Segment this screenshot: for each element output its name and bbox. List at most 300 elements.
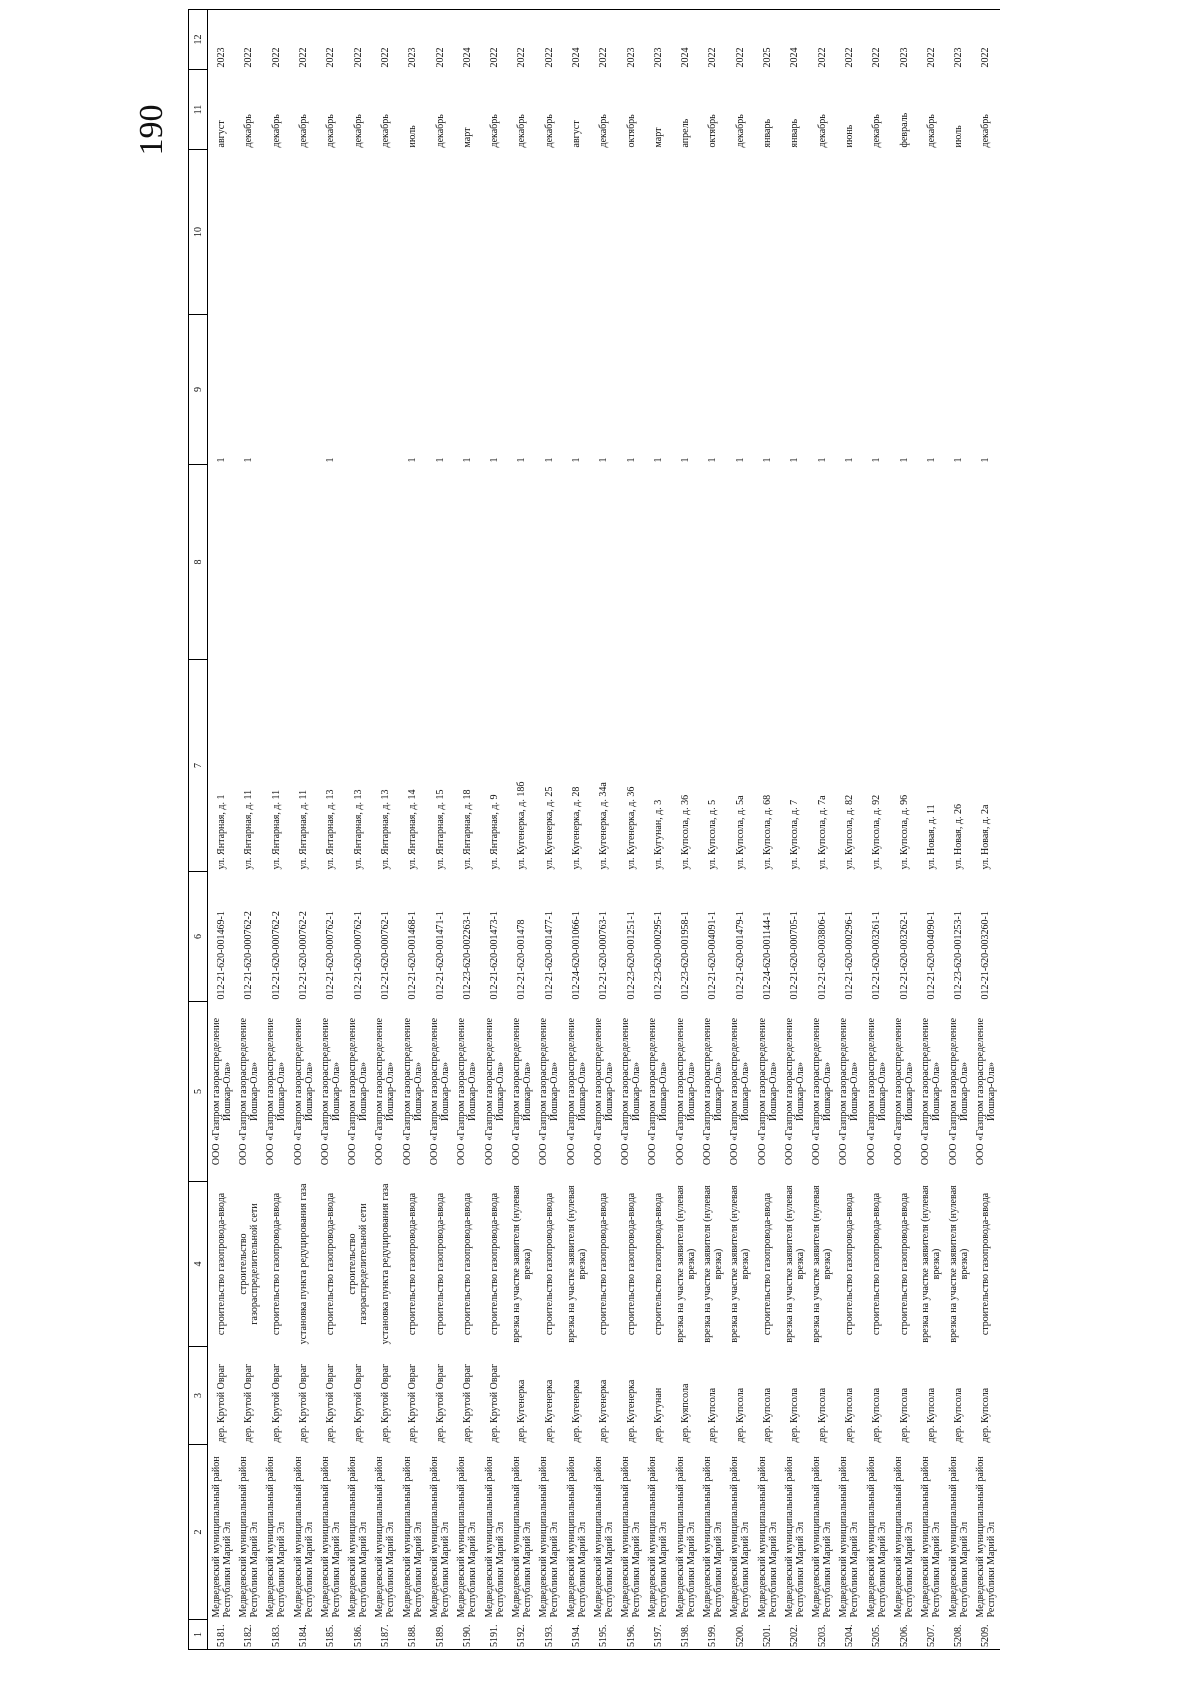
col8-cell — [972, 465, 999, 660]
col10-cell — [263, 150, 290, 315]
col10-cell — [863, 150, 890, 315]
address-cell: ул. Янтарная, д. 15 — [434, 789, 446, 870]
col10-cell — [317, 150, 344, 315]
address-cell: ул. Янтарная, д. 11 — [298, 789, 310, 870]
row-number: 5184. — [290, 1620, 317, 1650]
col9-count-cell — [372, 315, 399, 465]
col-header-5: 5 — [189, 1002, 208, 1182]
table-row — [426, 10, 453, 1650]
month-cell: декабрь — [298, 114, 310, 148]
row-number: 5183. — [263, 1620, 290, 1650]
application-code-cell: 012-21-620-003261-1 — [871, 911, 883, 1000]
col10-cell — [617, 150, 644, 315]
organization-cell: ООО «Газпром газораспределение Йошкар-Ола» — [838, 1017, 861, 1166]
organization-cell: ООО «Газпром газораспределение Йошкар-Ола» — [865, 1017, 888, 1166]
row-number: 5197. — [645, 1620, 672, 1650]
row-number: 5190. — [454, 1620, 481, 1650]
col8-cell — [563, 465, 590, 660]
work-type-cell: строительство газопровода-ввода — [407, 1192, 419, 1336]
col9-count-cell — [263, 315, 290, 465]
application-code-cell: 012-23-620-001253-1 — [953, 911, 965, 1000]
organization-cell: ООО «Газпром газораспределение Йошкар-Ола» — [374, 1017, 397, 1166]
col-header-7: 7 — [189, 660, 208, 872]
col8-cell — [426, 465, 453, 660]
month-cell: декабрь — [734, 114, 746, 148]
col9-count-cell: 1 — [898, 457, 910, 463]
organization-cell: ООО «Газпром газораспределение Йошкар-Ола» — [210, 1017, 233, 1166]
address-cell: ул. Янтарная, д. 11 — [243, 789, 255, 870]
organization-cell: ООО «Газпром газораспределение Йошкар-Ола» — [920, 1017, 943, 1166]
address-cell: ул. Купсола, д. 7а — [816, 795, 828, 870]
work-type-cell: строительство газопровода-ввода — [598, 1192, 610, 1336]
table-row — [235, 10, 262, 1650]
year-cell: 2022 — [290, 10, 317, 70]
row-number: 5199. — [699, 1620, 726, 1650]
application-code-cell: 012-21-620-003262-1 — [898, 911, 910, 1000]
address-cell: ул. Кугенерка, д. 25 — [543, 786, 555, 870]
application-code-cell: 012-21-620-001479-1 — [734, 911, 746, 1000]
village-cell: дер. Крутой Овраг — [461, 1363, 473, 1443]
address-cell: ул. Янтарная, д. 1 — [216, 794, 228, 870]
work-type-cell: строительство газопровода-ввода — [543, 1192, 555, 1336]
col9-count-cell: 1 — [980, 457, 992, 463]
application-code-cell: 012-21-620-001471-1 — [434, 911, 446, 1000]
col9-count-cell: 1 — [489, 457, 501, 463]
row-number: 5198. — [672, 1620, 699, 1650]
year-cell: 2023 — [890, 10, 917, 70]
work-type-cell: строительство газопровода-ввода — [898, 1192, 910, 1336]
col8-cell — [508, 465, 535, 660]
col10-cell — [426, 150, 453, 315]
address-cell: ул. Янтарная, д. 13 — [379, 789, 391, 870]
district-cell: Медведевский муниципальный район Республики Марий Эл — [401, 1456, 424, 1618]
organization-cell: ООО «Газпром газораспределение Йошкар-Ола» — [974, 1017, 997, 1166]
col10-cell — [645, 150, 672, 315]
col9-count-cell: 1 — [325, 457, 337, 463]
application-code-cell: 012-21-620-000762-2 — [270, 911, 282, 1000]
col10-cell — [809, 150, 836, 315]
organization-cell: ООО «Газпром газораспределение Йошкар-Ола» — [538, 1017, 561, 1166]
col9-count-cell: 1 — [707, 457, 719, 463]
village-cell: дер. Купсола — [898, 1387, 910, 1443]
district-cell: Медведевский муниципальный район Республики Марий Эл — [510, 1456, 533, 1618]
work-type-cell: строительство газопровода-ввода — [762, 1192, 774, 1336]
district-cell: Медведевский муниципальный район Республики Марий Эл — [729, 1456, 752, 1618]
address-cell: ул. Купсола, д. 68 — [762, 794, 774, 870]
village-cell: дер. Крутой Овраг — [434, 1363, 446, 1443]
month-cell: март — [652, 127, 664, 148]
district-cell: Медведевский муниципальный район Республики Марий Эл — [483, 1456, 506, 1618]
village-cell: дер. Кугенерка — [543, 1379, 555, 1443]
work-type-cell: строительство газопровода-ввода — [652, 1192, 664, 1336]
year-cell: 2022 — [344, 10, 371, 70]
col9-count-cell: 1 — [625, 457, 637, 463]
district-cell: Медведевский муниципальный район Республики Марий Эл — [456, 1456, 479, 1618]
application-code-cell: 012-21-620-000762-2 — [243, 911, 255, 1000]
year-cell: 2022 — [590, 10, 617, 70]
row-number: 5191. — [481, 1620, 508, 1650]
month-cell: декабрь — [871, 114, 883, 148]
row-number: 5200. — [727, 1620, 754, 1650]
organization-cell: ООО «Газпром газораспределение Йошкар-Ола» — [347, 1017, 370, 1166]
table-row — [372, 10, 399, 1650]
village-cell: дер. Кугунан — [652, 1387, 664, 1443]
village-cell: дер. Куяпсола — [680, 1383, 692, 1443]
col8-cell — [235, 465, 262, 660]
col8-cell — [918, 465, 945, 660]
application-code-cell: 012-21-620-003260-1 — [980, 911, 992, 1000]
year-cell: 2022 — [263, 10, 290, 70]
col10-cell — [918, 150, 945, 315]
col9-count-cell: 1 — [598, 457, 610, 463]
organization-cell: ООО «Газпром газораспределение Йошкар-Ола» — [647, 1017, 670, 1166]
col-header-11: 11 — [189, 70, 208, 150]
work-type-cell: установка пункта редуцирования газа — [298, 1183, 310, 1345]
row-number: 5193. — [536, 1620, 563, 1650]
application-code-cell: 012-21-620-001477-1 — [543, 911, 555, 1000]
village-cell: дер. Крутой Овраг — [489, 1363, 501, 1443]
village-cell: дер. Кугенерка — [625, 1379, 637, 1443]
organization-cell: ООО «Газпром газораспределение Йошкар-Ола» — [893, 1017, 916, 1166]
application-code-cell: 012-21-620-003806-1 — [816, 911, 828, 1000]
year-cell: 2022 — [426, 10, 453, 70]
application-code-cell: 012-21-620-001469-1 — [216, 911, 228, 1000]
col10-cell — [344, 150, 371, 315]
col9-count-cell: 1 — [762, 457, 774, 463]
month-cell: октябрь — [707, 114, 719, 148]
month-cell: декабрь — [598, 114, 610, 148]
col10-cell — [290, 150, 317, 315]
col9-count-cell: 1 — [843, 457, 855, 463]
year-cell: 2022 — [235, 10, 262, 70]
row-number: 5195. — [590, 1620, 617, 1650]
col9-count-cell: 1 — [789, 457, 801, 463]
month-cell: февраль — [898, 112, 910, 148]
row-number: 5204. — [836, 1620, 863, 1650]
row-number: 5205. — [863, 1620, 890, 1650]
year-cell: 2022 — [372, 10, 399, 70]
table-row — [918, 10, 945, 1650]
application-code-cell: 012-24-620-001144-1 — [762, 911, 774, 1000]
col8-cell — [672, 465, 699, 660]
year-cell: 2024 — [454, 10, 481, 70]
table-row — [344, 10, 371, 1650]
village-cell: дер. Кугенерка — [571, 1379, 582, 1443]
address-cell: ул. Янтарная, д. 13 — [325, 789, 337, 870]
col8-cell — [590, 465, 617, 660]
year-cell: 2023 — [617, 10, 644, 70]
organization-cell: ООО «Газпром газораспределение Йошкар-Ола» — [429, 1017, 452, 1166]
work-type-cell: строительство газопровода-ввода — [980, 1192, 992, 1336]
col8-cell — [454, 465, 481, 660]
organization-cell: ООО «Газпром газораспределение Йошкар-Ола» — [401, 1017, 424, 1166]
month-cell: декабрь — [516, 114, 528, 148]
village-cell: дер. Крутой Овраг — [379, 1363, 391, 1443]
work-type-cell: строительство газопровода-ввода — [871, 1192, 883, 1336]
col8-cell — [781, 465, 808, 660]
village-cell: дер. Купсола — [707, 1387, 719, 1443]
col9-count-cell: 1 — [543, 457, 555, 463]
application-code-cell: 012-21-620-000762-2 — [298, 911, 310, 1000]
work-type-cell: строительство газопровода-ввода — [843, 1192, 855, 1336]
address-cell: ул. Купсола, д. 92 — [871, 794, 883, 870]
col8-cell — [699, 465, 726, 660]
district-cell: Медведевский муниципальный район Республики Марий Эл — [620, 1456, 643, 1618]
row-number: 5202. — [781, 1620, 808, 1650]
col9-count-cell: 1 — [516, 457, 528, 463]
year-cell: 2022 — [508, 10, 535, 70]
work-type-cell: врезка на участке заявителя (нулевая врезка) — [920, 1185, 943, 1343]
work-type-cell: строительство газопровода-ввода — [434, 1192, 446, 1336]
table-row — [399, 10, 426, 1650]
year-cell: 2022 — [317, 10, 344, 70]
work-type-cell: строительство газопровода-ввода — [489, 1192, 501, 1336]
organization-cell: ООО «Газпром газораспределение Йошкар-Ола» — [565, 1017, 588, 1166]
col10-cell — [536, 150, 563, 315]
district-cell: Медведевский муниципальный район Республики Марий Эл — [920, 1456, 943, 1618]
table-row — [290, 10, 317, 1650]
address-cell: ул. Новая, д. 26 — [953, 804, 965, 870]
col10-cell — [563, 150, 590, 315]
col9-count-cell: 1 — [243, 457, 255, 463]
organization-cell: ООО «Газпром газораспределение Йошкар-Ола» — [620, 1017, 643, 1166]
table-row — [481, 10, 508, 1650]
table-row — [972, 10, 999, 1650]
year-cell: 2022 — [481, 10, 508, 70]
col9-count-cell: 1 — [871, 457, 883, 463]
work-type-cell: строительство газораспределительной сети — [347, 1203, 370, 1325]
col8-cell — [536, 465, 563, 660]
application-code-cell: 012-21-620-004091-1 — [707, 911, 719, 1000]
village-cell: дер. Крутой Овраг — [216, 1363, 228, 1443]
year-cell: 2025 — [754, 10, 781, 70]
address-cell: ул. Кугенерка, д. 18б — [516, 781, 528, 870]
year-cell: 2022 — [863, 10, 890, 70]
col8-cell — [290, 465, 317, 660]
col-header-10: 10 — [189, 150, 208, 315]
col10-cell — [399, 150, 426, 315]
month-cell: январь — [789, 118, 801, 148]
col10-cell — [836, 150, 863, 315]
organization-cell: ООО «Газпром газораспределение Йошкар-Ола» — [510, 1017, 533, 1166]
district-cell: Медведевский муниципальный район Республики Марий Эл — [674, 1456, 697, 1618]
address-cell: ул. Кугенерка, д. 36 — [625, 786, 637, 870]
month-cell: декабрь — [980, 114, 992, 148]
work-type-cell: строительство газораспределительной сети — [237, 1203, 260, 1325]
address-cell: ул. Янтарная, д. 9 — [489, 794, 501, 870]
table-row — [836, 10, 863, 1650]
work-type-cell: врезка на участке заявителя (нулевая врезка) — [510, 1185, 533, 1343]
col10-cell — [208, 150, 236, 315]
table-row — [890, 10, 917, 1650]
organization-cell: ООО «Газпром газораспределение Йошкар-Ола» — [292, 1017, 315, 1166]
col10-cell — [727, 150, 754, 315]
table-row — [863, 10, 890, 1650]
col-header-12: 12 — [189, 10, 208, 70]
month-cell: декабрь — [434, 114, 446, 148]
col9-count-cell: 1 — [652, 457, 664, 463]
col-header-1: 1 — [189, 1620, 208, 1650]
district-cell: Медведевский муниципальный район Республики Марий Эл — [429, 1456, 452, 1618]
row-number: 5187. — [372, 1620, 399, 1650]
organization-cell: ООО «Газпром газораспределение Йошкар-Ола» — [756, 1017, 779, 1166]
address-cell: ул. Купсола, д. 7 — [789, 799, 801, 870]
year-cell: 2023 — [399, 10, 426, 70]
application-code-cell: 012-21-620-000705-1 — [789, 911, 801, 1000]
col9-count-cell: 1 — [680, 457, 692, 463]
village-cell: дер. Крутой Овраг — [325, 1363, 337, 1443]
table-row — [508, 10, 535, 1650]
col9-count-cell — [344, 315, 371, 465]
district-cell: Медведевский муниципальный район Республики Марий Эл — [974, 1456, 997, 1618]
work-type-cell: врезка на участке заявителя (нулевая врезка) — [701, 1185, 724, 1343]
col10-cell — [454, 150, 481, 315]
table-row — [590, 10, 617, 1650]
address-cell: ул. Кугенерка, д. 34а — [598, 782, 610, 870]
address-cell: ул. Купсола, д. 36 — [680, 794, 692, 870]
col10-cell — [699, 150, 726, 315]
col10-cell — [890, 150, 917, 315]
col-header-6: 6 — [189, 872, 208, 1002]
organization-cell: ООО «Газпром газораспределение Йошкар-Ола» — [729, 1017, 752, 1166]
col8-cell — [754, 465, 781, 660]
table-row — [317, 10, 344, 1650]
year-cell: 2022 — [809, 10, 836, 70]
organization-cell: ООО «Газпром газораспределение Йошкар-Ола» — [265, 1017, 288, 1166]
district-cell: Медведевский муниципальный район Республики Марий Эл — [374, 1456, 397, 1618]
work-type-cell: врезка на участке заявителя (нулевая врезка) — [783, 1185, 806, 1343]
row-number: 5196. — [617, 1620, 644, 1650]
col8-cell — [863, 465, 890, 660]
col-header-9: 9 — [189, 315, 208, 465]
month-cell: декабрь — [325, 114, 337, 148]
table-row — [563, 10, 590, 1650]
table-row — [727, 10, 754, 1650]
year-cell: 2022 — [836, 10, 863, 70]
col10-cell — [235, 150, 262, 315]
col10-cell — [972, 150, 999, 315]
col-header-4: 4 — [189, 1182, 208, 1347]
village-cell: дер. Купсола — [980, 1387, 992, 1443]
address-cell: ул. Янтарная, д. 11 — [270, 789, 282, 870]
table-row — [699, 10, 726, 1650]
village-cell: дер. Крутой Овраг — [407, 1363, 419, 1443]
district-cell: Медведевский муниципальный район Республики Марий Эл — [838, 1456, 861, 1618]
gasification-table — [188, 9, 1000, 1650]
row-number: 5208. — [945, 1620, 972, 1650]
work-type-cell: строительство газопровода-ввода — [216, 1192, 228, 1336]
district-cell: Медведевский муниципальный район Республики Марий Эл — [947, 1456, 970, 1618]
table-row — [263, 10, 290, 1650]
organization-cell: ООО «Газпром газораспределение Йошкар-Ола» — [592, 1017, 615, 1166]
organization-cell: ООО «Газпром газораспределение Йошкар-Ола» — [674, 1017, 697, 1166]
district-cell: Медведевский муниципальный район Республики Марий Эл — [893, 1456, 916, 1618]
village-cell: дер. Крутой Овраг — [352, 1363, 364, 1443]
row-number: 5201. — [754, 1620, 781, 1650]
col9-count-cell: 1 — [434, 457, 446, 463]
year-cell: 2023 — [945, 10, 972, 70]
year-cell: 2022 — [727, 10, 754, 70]
month-cell: август — [216, 120, 228, 148]
village-cell: дер. Купсола — [816, 1387, 828, 1443]
col10-cell — [481, 150, 508, 315]
district-cell: Медведевский муниципальный район Республики Марий Эл — [319, 1456, 342, 1618]
village-cell: дер. Крутой Овраг — [243, 1363, 255, 1443]
address-cell: ул. Купсола, д. 82 — [843, 794, 855, 870]
col9-count-cell: 1 — [407, 457, 419, 463]
month-cell: декабрь — [243, 114, 255, 148]
year-cell: 2024 — [672, 10, 699, 70]
village-cell: дер. Кугенерка — [516, 1379, 528, 1443]
row-number: 5207. — [918, 1620, 945, 1650]
district-cell: Медведевский муниципальный район Республики Марий Эл — [783, 1456, 806, 1618]
year-cell: 2023 — [645, 10, 672, 70]
work-type-cell: строительство газопровода-ввода — [461, 1192, 473, 1336]
month-cell: декабрь — [816, 114, 828, 148]
work-type-cell: врезка на участке заявителя (нулевая врезка) — [729, 1185, 752, 1343]
organization-cell: ООО «Газпром газораспределение Йошкар-Ола» — [783, 1017, 806, 1166]
month-cell: декабрь — [352, 114, 364, 148]
district-cell: Медведевский муниципальный район Республики Марий Эл — [865, 1456, 888, 1618]
organization-cell: ООО «Газпром газораспределение Йошкар-Ола» — [947, 1017, 970, 1166]
table-row — [617, 10, 644, 1650]
month-cell: декабрь — [489, 114, 501, 148]
address-cell: ул. Янтарная, д. 14 — [407, 789, 419, 870]
district-cell: Медведевский муниципальный район Республики Марий Эл — [538, 1456, 561, 1618]
row-number: 5181. — [208, 1620, 236, 1650]
village-cell: дер. Купсола — [734, 1387, 746, 1443]
col9-count-cell: 1 — [925, 457, 937, 463]
col10-cell — [508, 150, 535, 315]
organization-cell: ООО «Газпром газораспределение Йошкар-Ола» — [701, 1017, 724, 1166]
header-row — [189, 10, 208, 1650]
year-cell: 2023 — [208, 10, 236, 70]
work-type-cell: установка пункта редуцирования газа — [379, 1183, 391, 1345]
col8-cell — [836, 465, 863, 660]
col9-count-cell: 1 — [734, 457, 746, 463]
month-cell: декабрь — [270, 114, 282, 148]
col-header-3: 3 — [189, 1347, 208, 1445]
col10-cell — [672, 150, 699, 315]
application-code-cell: 012-21-620-004090-1 — [925, 911, 937, 1000]
application-code-cell: 012-21-620-001473-1 — [489, 911, 501, 1000]
row-number: 5192. — [508, 1620, 535, 1650]
table-row — [809, 10, 836, 1650]
row-number: 5185. — [317, 1620, 344, 1650]
col9-count-cell: 1 — [953, 457, 965, 463]
table-row — [754, 10, 781, 1650]
work-type-cell: строительство газопровода-ввода — [325, 1192, 337, 1336]
address-cell: ул. Купсола, д. 5 — [707, 799, 719, 870]
month-cell: август — [571, 120, 582, 148]
application-code-cell: 012-23-620-002263-1 — [461, 911, 473, 1000]
col8-cell — [617, 465, 644, 660]
district-cell: Медведевский муниципальный район Республики Марий Эл — [265, 1456, 288, 1618]
district-cell: Медведевский муниципальный район Республики Марий Эл — [565, 1456, 588, 1618]
table-row — [645, 10, 672, 1650]
village-cell: дер. Кугенерка — [598, 1379, 610, 1443]
col8-cell — [645, 465, 672, 660]
col10-cell — [754, 150, 781, 315]
organization-cell: ООО «Газпром газораспределение Йошкар-Ола» — [483, 1017, 506, 1166]
application-code-cell: 012-21-620-000763-1 — [598, 911, 610, 1000]
col8-cell — [263, 465, 290, 660]
address-cell: ул. Кугунан, д. 3 — [652, 799, 664, 870]
address-cell: ул. Янтарная, д. 13 — [352, 789, 364, 870]
work-type-cell: врезка на участке заявителя (нулевая врезка) — [674, 1185, 697, 1343]
month-cell: декабрь — [379, 114, 391, 148]
village-cell: дер. Купсола — [871, 1387, 883, 1443]
